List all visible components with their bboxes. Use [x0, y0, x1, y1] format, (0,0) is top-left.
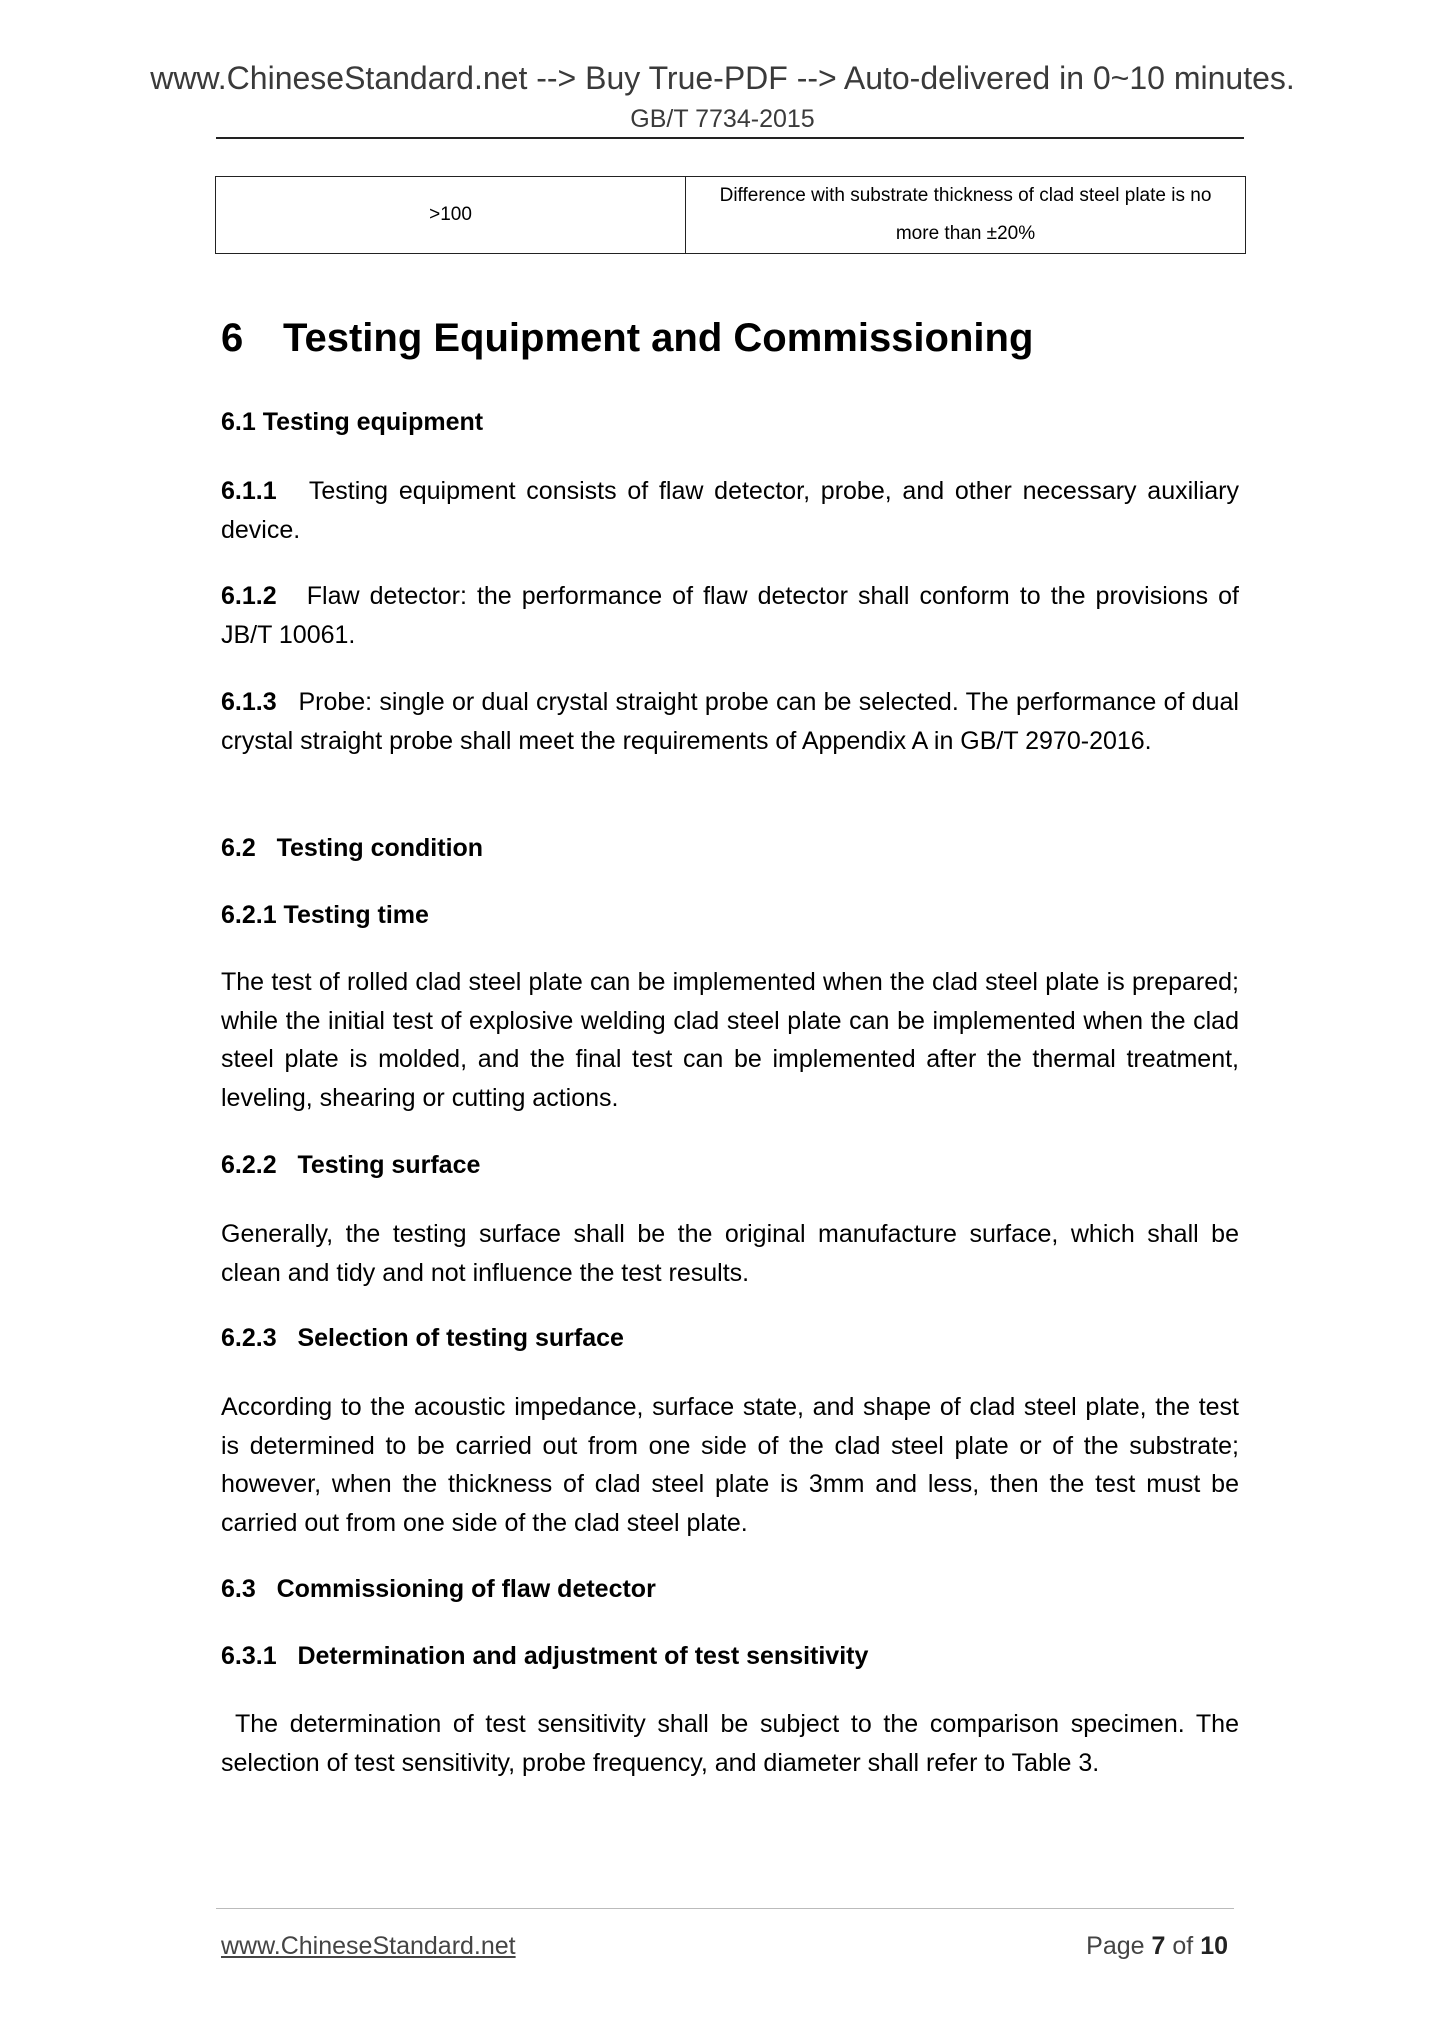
heading-title: Testing surface: [297, 1151, 481, 1179]
clause-text: Probe: single or dual crystal straight probe can be selected. The performance of dual crystal straight probe shall meet the requirements of Appendix A in GB/T 2970-2016.: [221, 688, 1239, 755]
standard-code: GB/T 7734-2015: [630, 105, 815, 133]
page-of: of: [1172, 1932, 1194, 1960]
header-banner: www.ChineseStandard.net --> Buy True-PDF --> Auto-delivered in 0~10 minutes.: [150, 60, 1295, 96]
paragraph-6-2-2: Generally, the testing surface shall be the original manufacture surface, which shall be clean and tidy and not influence the test results.: [221, 1220, 1239, 1287]
heading-number: 6.3: [221, 1575, 256, 1603]
table-cell-thickness: >100: [216, 177, 686, 254]
paragraph-6-1-1: [221, 472, 1239, 549]
paragraph-6-2-3: According to the acoustic impedance, surface state, and shape of clad steel plate, the test is determined to be carried out from one side of the clad steel plate or of the substrate; however, when the thickness of clad steel plate is 3mm and less, then the test must be carried out from one side of the clad steel plate.: [221, 1393, 1239, 1537]
continued-table: [215, 176, 1246, 254]
heading-number: 6.3.1: [221, 1642, 277, 1670]
table-cell-tolerance: Difference with substrate thickness of clad steel plate is no more than ±20%: [686, 177, 1246, 254]
heading-title: Commissioning of flaw detector: [276, 1575, 656, 1603]
section-6-heading: [221, 313, 1033, 363]
paragraph-6-1-2: [221, 577, 1239, 654]
heading-title: Testing condition: [276, 834, 484, 862]
page-current: 7: [1151, 1932, 1166, 1960]
table-row: [216, 177, 1246, 254]
heading-number: 6.2: [221, 834, 256, 862]
clause-number: 6.1.1: [221, 477, 277, 505]
heading-6-3: [221, 1572, 656, 1606]
heading-6-2-3: [221, 1321, 624, 1355]
section-title: Testing Equipment and Commissioning: [283, 316, 1034, 360]
header-divider: [216, 137, 1244, 139]
heading-number: 6.2.2: [221, 1151, 277, 1179]
paragraph-6-3-1: The determination of test sensitivity shall be subject to the comparison specimen. The selection of test sensitivity, probe frequency, and diameter shall refer to Table 3.: [221, 1710, 1239, 1777]
heading-6-2: [221, 831, 483, 865]
paragraph-6-2-1: The test of rolled clad steel plate can be implemented when the clad steel plate is prepared; while the initial test of explosive welding clad steel plate can be implemented when the clad steel plate is molded, and the final test can be implemented after the thermal treatment, leveling, shearing or cutting actions.: [221, 968, 1239, 1112]
heading-title: Determination and adjustment of test sensitivity: [297, 1642, 869, 1670]
clause-text: Testing equipment consists of flaw detector, probe, and other necessary auxiliary device.: [221, 477, 1240, 544]
clause-text: Flaw detector: the performance of flaw detector shall conform to the provisions of JB/T 10061.: [221, 582, 1239, 649]
paragraph-6-1-3: [221, 683, 1239, 760]
heading-6-3-1: [221, 1639, 868, 1673]
footer-website-link[interactable]: www.ChineseStandard.net: [221, 1932, 516, 1960]
section-number: 6: [221, 316, 244, 360]
clause-number: 6.1.3: [221, 688, 277, 716]
clause-number: 6.1.2: [221, 582, 277, 610]
page-total: 10: [1200, 1932, 1228, 1960]
page-indicator: [1086, 1930, 1228, 1962]
footer-divider: [216, 1908, 1234, 1909]
heading-6-2-2: [221, 1148, 480, 1182]
heading-title: Selection of testing surface: [297, 1324, 624, 1352]
page-label: Page: [1086, 1932, 1145, 1960]
heading-number: 6.2.3: [221, 1324, 277, 1352]
heading-6-2-1: 6.2.1 Testing time: [221, 901, 429, 929]
heading-6-1: 6.1 Testing equipment: [221, 408, 484, 436]
